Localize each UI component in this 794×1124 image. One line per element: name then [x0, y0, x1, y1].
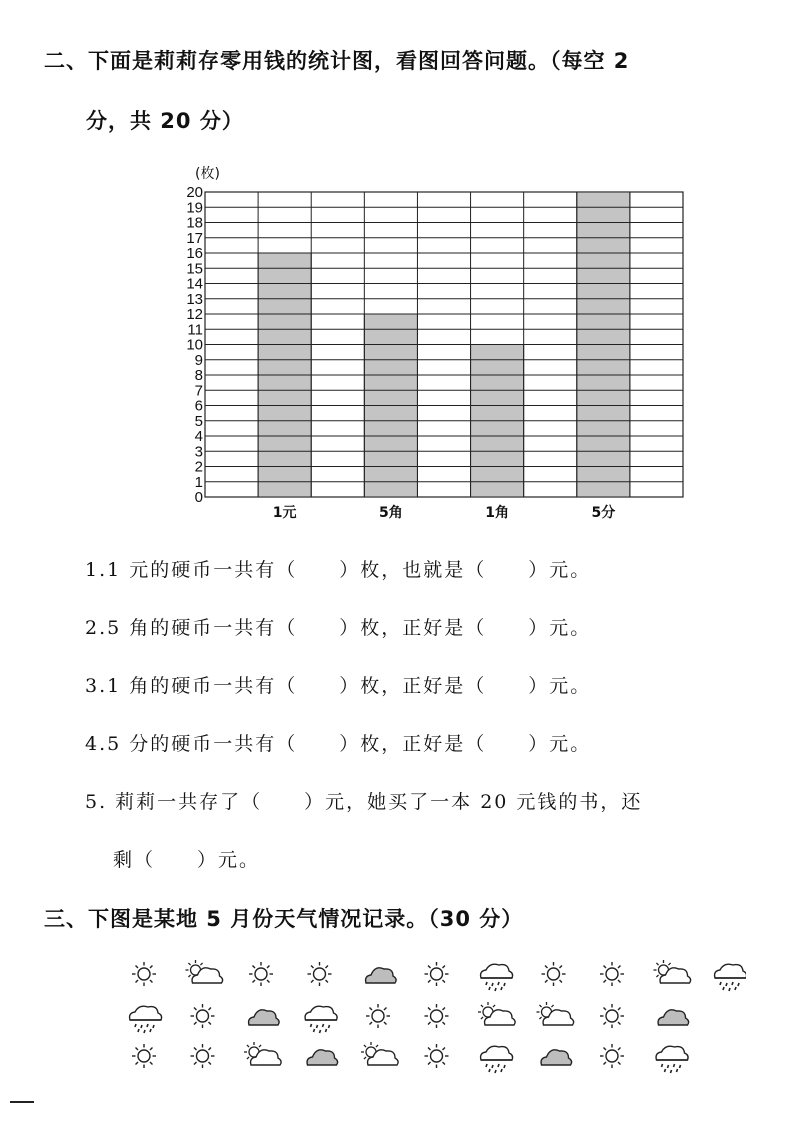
y-tick-label: 7 — [194, 382, 203, 400]
y-axis-unit: (枚) — [195, 166, 220, 182]
y-tick-label: 15 — [186, 260, 203, 278]
category-label: 1元 — [272, 505, 297, 521]
y-tick-label: 18 — [186, 214, 203, 232]
y-tick-label: 9 — [194, 351, 203, 369]
sun-icon — [366, 1004, 390, 1028]
y-tick-label: 10 — [186, 336, 203, 354]
question-5-cont: 剩（ ）元。 — [113, 849, 261, 871]
partly-cloudy-icon — [361, 1042, 398, 1065]
question-4: 4.5 分的硬币一共有（ ）枚，正好是（ ）元。 — [85, 733, 592, 755]
sun-icon — [425, 1004, 449, 1028]
y-tick-label: 1 — [194, 473, 203, 491]
weather-record-grid — [126, 958, 746, 1078]
category-label: 5分 — [591, 505, 616, 521]
cloudy-icon — [366, 968, 397, 983]
y-tick-label: 11 — [187, 321, 203, 339]
sun-icon — [425, 962, 449, 986]
category-label: 1角 — [485, 505, 509, 521]
sun-icon — [542, 962, 566, 986]
y-tick-label: 4 — [194, 428, 203, 445]
y-tick-label: 2 — [194, 458, 203, 476]
question-3: 3.1 角的硬币一共有（ ）枚，正好是（ ）元。 — [85, 675, 592, 697]
y-tick-label: 5 — [194, 412, 203, 430]
y-tick-label: 19 — [186, 199, 203, 217]
y-tick-label: 20 — [186, 184, 203, 201]
rain-icon — [656, 1046, 688, 1073]
y-tick-label: 8 — [194, 367, 203, 384]
question-1: 1.1 元的硬币一共有（ ）枚，也就是（ ）元。 — [85, 559, 592, 581]
partly-cloudy-icon — [244, 1042, 281, 1065]
rain-icon — [130, 1006, 162, 1033]
y-tick-label: 12 — [186, 306, 203, 323]
y-tick-label: 16 — [186, 245, 203, 262]
sun-icon — [308, 962, 332, 986]
bar-chart — [170, 160, 710, 530]
sun-icon — [191, 1044, 215, 1068]
partly-cloudy-icon — [186, 960, 223, 983]
partly-cloudy-icon — [654, 960, 691, 983]
y-tick-label: 13 — [186, 290, 203, 308]
sun-icon — [132, 962, 156, 986]
rain-icon — [305, 1006, 337, 1033]
y-tick-label: 0 — [194, 489, 203, 506]
y-tick-label: 17 — [186, 229, 203, 247]
sun-icon — [425, 1044, 449, 1068]
sun-icon — [600, 962, 624, 986]
section3-title: 三、下图是某地 5 月份天气情况记录。（30 分） — [44, 907, 524, 931]
sun-icon — [191, 1004, 215, 1028]
question-2: 2.5 角的硬币一共有（ ）枚，正好是（ ）元。 — [85, 617, 592, 639]
cloudy-icon — [307, 1050, 338, 1065]
rain-icon — [715, 964, 746, 991]
cloudy-icon — [541, 1050, 572, 1065]
y-tick-label: 14 — [186, 275, 203, 293]
section2-title-line1: 二、下面是莉莉存零用钱的统计图，看图回答问题。（每空 2 — [44, 49, 630, 73]
sun-icon — [249, 962, 273, 986]
rain-icon — [481, 1046, 513, 1073]
y-tick-label: 6 — [194, 397, 203, 415]
sun-icon — [600, 1044, 624, 1068]
y-tick-label: 3 — [194, 443, 203, 461]
question-5: 5. 莉莉一共存了（ ）元，她买了一本 20 元钱的书，还 — [85, 791, 643, 813]
partly-cloudy-icon — [478, 1002, 515, 1025]
rain-icon — [481, 964, 513, 991]
partly-cloudy-icon — [537, 1002, 574, 1025]
cloudy-icon — [658, 1010, 689, 1025]
corner-mark — [10, 1101, 34, 1103]
cloudy-icon — [249, 1010, 280, 1025]
sun-icon — [600, 1004, 624, 1028]
section2-title-line2: 分，共 20 分） — [86, 109, 244, 133]
category-label: 5角 — [379, 505, 403, 521]
sun-icon — [132, 1044, 156, 1068]
